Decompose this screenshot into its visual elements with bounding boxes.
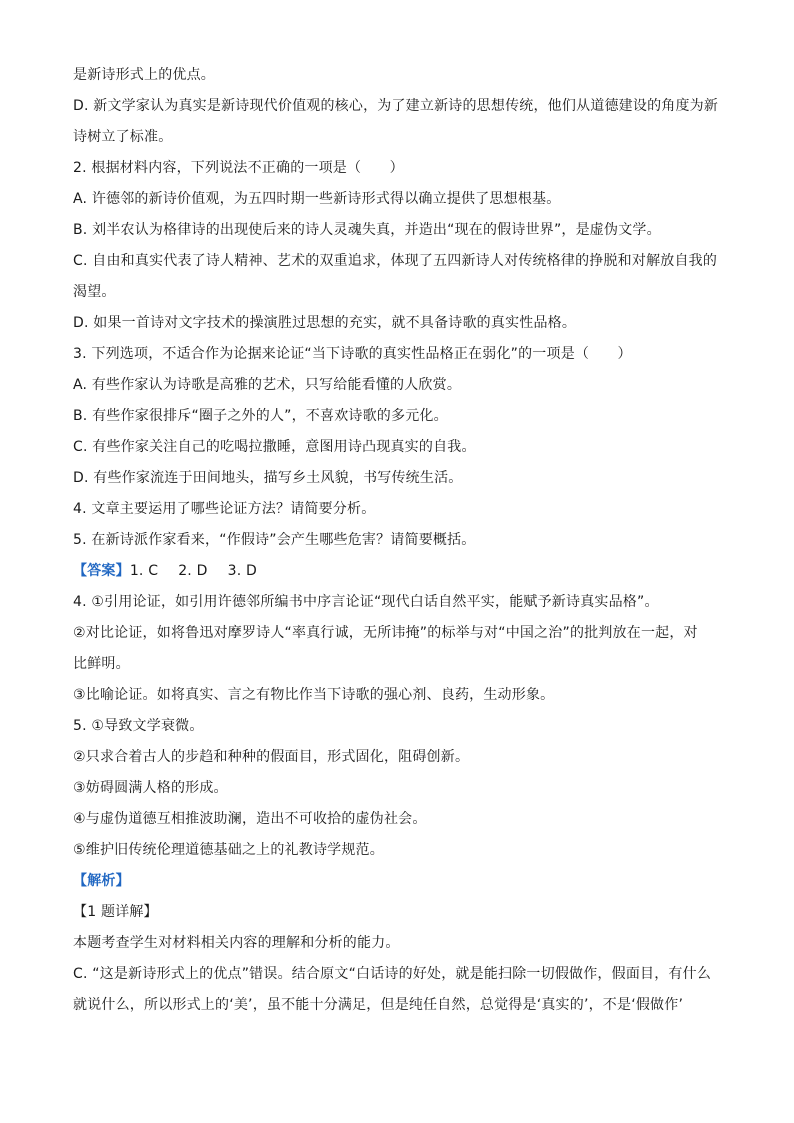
analysis-text: 就说什么，所以形式上的‘美’，虽不能十分满足，但是纯任自然，总觉得是‘真实的’，不是‘假做作’ bbox=[73, 997, 684, 1013]
option-d-text: D. 如果一首诗对文字技术的操演胜过思想的充实，就不具备诗歌的真实性品格。 bbox=[73, 315, 577, 331]
option-a-text: A. 有些作家认为诗歌是高雅的艺术，只写给能看懂的人欣赏。 bbox=[73, 377, 462, 393]
option-d-text: D. 有些作家流连于田间地头，描写乡土风貌，书写传统生活。 bbox=[73, 470, 463, 486]
answer-text: ③妨碍圆满人格的形成。 bbox=[73, 780, 228, 796]
document-page bbox=[73, 60, 723, 1021]
answer-text: ②只求合着古人的步趋和种种的假面目，形式固化，阻碍创新。 bbox=[73, 749, 470, 765]
answer-item: 1. C bbox=[129, 563, 159, 579]
answer-text: ②对比论证，如将鲁迅对摩罗诗人“率真行诚，无所讳掩”的标举与对“中国之治”的批判放在一起，对 bbox=[73, 625, 698, 641]
analysis-label: 【解析】 bbox=[73, 873, 130, 889]
answer-text: 4. ①引用论证，如引用许德邻所编书中序言论证“现代白话自然平实，能赋予新诗真实品格”。 bbox=[73, 594, 659, 610]
question-4: 4. 文章主要运用了哪些论证方法？请简要分析。 bbox=[73, 501, 376, 517]
answer-label: 【答案】 bbox=[73, 563, 130, 579]
option-d-text: D. 新文学家认为真实是新诗现代价值观的核心，为了建立新诗的思想传统，他们从道德建设的角度为新 bbox=[73, 98, 719, 114]
option-b-text: B. 刘半农认为格律诗的出现使后来的诗人灵魂失真，并造出“现在的假诗世界”，是虚伪文学。 bbox=[73, 222, 661, 238]
text-line: 诗树立了标准。 bbox=[73, 129, 173, 145]
option-b-text: B. 有些作家很排斥“圈子之外的人”，不喜欢诗歌的多元化。 bbox=[73, 408, 448, 424]
option-c-text: C. 自由和真实代表了诗人精神、艺术的双重追求，体现了五四新诗人对传统格律的挣脱和对解放自我的 bbox=[73, 253, 718, 269]
question-5: 5. 在新诗派作家看来，“作假诗”会产生哪些危害？请简要概括。 bbox=[73, 532, 476, 548]
answer-text: 5. ①导致文学衰微。 bbox=[73, 718, 204, 734]
option-a-text: A. 许德邻的新诗价值观，为五四时期一些新诗形式得以确立提供了思想根基。 bbox=[73, 191, 561, 207]
question-2: 2. 根据材料内容，下列说法不正确的一项是（ ） bbox=[73, 160, 404, 176]
answer-text: ④与虚伪道德互相推波助澜，造出不可收拾的虚伪社会。 bbox=[73, 811, 427, 827]
answer-text: ⑤维护旧传统伦理道德基础之上的礼教诗学规范。 bbox=[73, 842, 384, 858]
option-c-text: C. 有些作家关注自己的吃喝拉撒睡，意图用诗凸现真实的自我。 bbox=[73, 439, 476, 455]
text-line: 渴望。 bbox=[73, 284, 116, 300]
answer-line bbox=[73, 556, 723, 587]
analysis-sub-label: 【1 题详解】 bbox=[73, 904, 158, 920]
analysis-text: C. “这是新诗形式上的优点”错误。结合原文“白话诗的好处，就是能扫除一切假做作，假面目，有什么 bbox=[73, 966, 712, 982]
answer-item: 2. D bbox=[178, 563, 208, 579]
answer-item: 3. D bbox=[227, 563, 257, 579]
answer-text: ③比喻论证。如将真实、言之有物比作当下诗歌的强心剂、良药，生动形象。 bbox=[73, 687, 555, 703]
question-3: 3. 下列选项，不适合作为论据来论证“当下诗歌的真实性品格正在弱化”的一项是（ ） bbox=[73, 346, 632, 362]
answer-text: 比鲜明。 bbox=[73, 656, 130, 672]
analysis-text: 本题考查学生对材料相关内容的理解和分析的能力。 bbox=[73, 935, 400, 951]
text-line: 是新诗形式上的优点。 bbox=[73, 67, 215, 83]
